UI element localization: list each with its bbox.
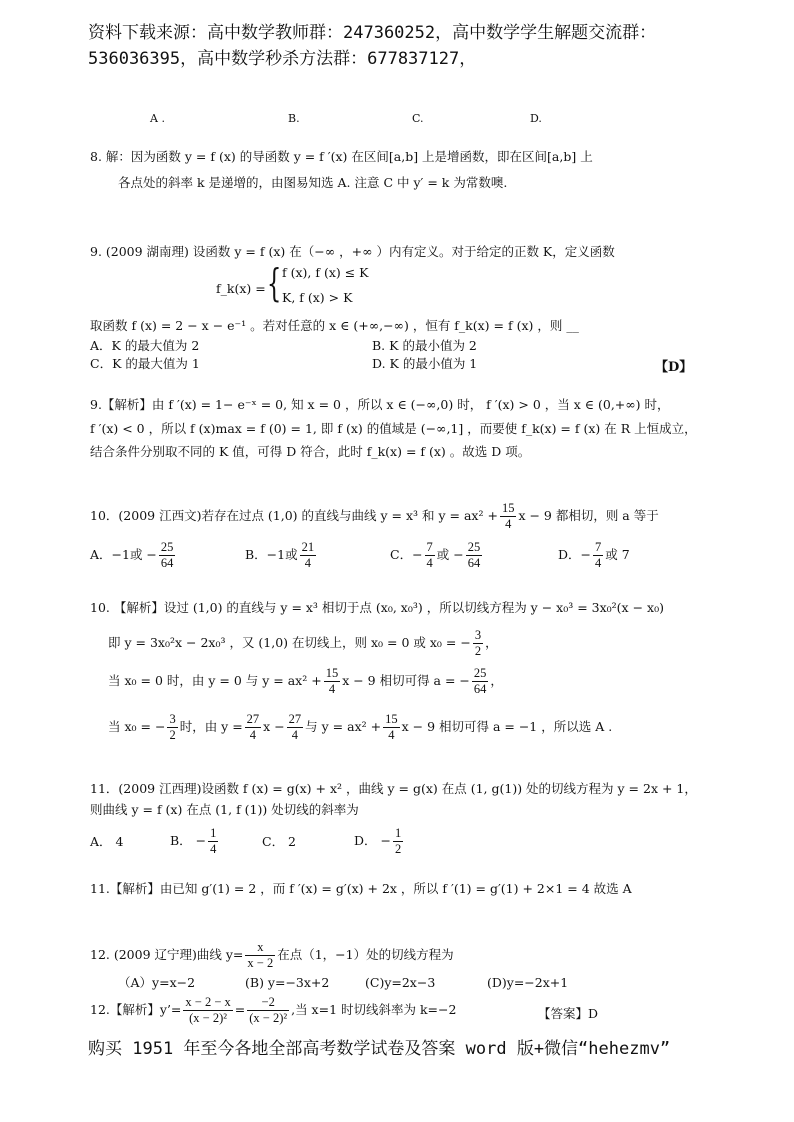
q10-solution-3-num-1: 15 bbox=[325, 666, 339, 680]
q11-option-b-prefix: B． − bbox=[170, 833, 207, 848]
q10-option-a bbox=[90, 540, 177, 571]
q11-option-b bbox=[170, 826, 220, 857]
q11-option-d-den: 2 bbox=[394, 842, 402, 856]
q10-stem-frac-den: 4 bbox=[505, 517, 512, 531]
q10-option-a-fraction bbox=[159, 540, 176, 571]
q10-solution-4-num-2: 27 bbox=[246, 712, 260, 726]
q12-stem-fraction bbox=[245, 940, 275, 971]
q10-solution-2-b: ， bbox=[485, 635, 498, 650]
q9-option-a: A．K 的最大值为 2 bbox=[90, 338, 200, 353]
q10-solution-4-b: 时，由 y = bbox=[179, 719, 243, 734]
q7-option-a: A . bbox=[150, 112, 165, 125]
q10-solution-4-den-4: 4 bbox=[388, 728, 395, 742]
q8-line-1: 8. 解：因为函数 y = f (x) 的导函数 y = f ′(x) 在区间[a,b] 上是增函数，即在区间[a,b] 上 bbox=[90, 149, 593, 164]
q11-option-b-fraction bbox=[208, 826, 218, 857]
q9-solution-1: 9.【解析】由 f ′(x) = 1− e⁻ˣ = 0, 知 x = 0 ，所以 x ∈ (−∞,0) 时， f ′(x) > 0 ，当 x ∈ (0,+∞) 时， bbox=[90, 397, 670, 412]
q12-solution-b: ,当 x=1 时切线斜率为 k=−2 bbox=[291, 1002, 457, 1017]
footer-text: 购买 1951 年至今各地全部高考数学试卷及答案 word 版+微信“hehezmv” bbox=[88, 1039, 671, 1059]
q10-option-c-num-1: 7 bbox=[426, 540, 433, 554]
q11-option-d-prefix: D． − bbox=[354, 833, 391, 848]
q10-option-c-fraction-1 bbox=[425, 540, 435, 571]
q10-solution-4-a: 当 x₀ = − bbox=[108, 719, 166, 734]
q10-solution-3-fraction-2 bbox=[472, 666, 489, 697]
q10-option-b-num: 21 bbox=[301, 540, 315, 554]
q10-solution-4-num-4: 15 bbox=[385, 712, 398, 726]
q10-solution-4-fraction-3 bbox=[287, 712, 304, 743]
q10-solution-3-c: ， bbox=[490, 673, 503, 688]
q9-solution-2: f ′(x) < 0 ，所以 f (x)max = f (0) = 1, 即 f (x) 的值域是 (−∞,1] ，而要使 f_k(x) = f (x) 在 R 上恒成立， bbox=[90, 421, 697, 436]
q10-option-d-den: 4 bbox=[595, 556, 602, 570]
q10-option-d-num: 7 bbox=[595, 540, 602, 554]
q10-option-c bbox=[390, 540, 484, 571]
q10-solution-4-den-3: 4 bbox=[291, 728, 299, 742]
q10-solution-3-b: x − 9 相切可得 a = − bbox=[342, 673, 470, 688]
q10-solution-2-num: 3 bbox=[474, 628, 482, 642]
q11-option-b-den: 4 bbox=[210, 842, 217, 856]
header-line-2: 536036395，高中数学秒杀方法群：677837127， bbox=[88, 49, 477, 69]
q10-option-d-fraction bbox=[593, 540, 603, 571]
q11-stem-2: 则曲线 y = f (x) 在点 (1, f (1)) 处切线的斜率为 bbox=[90, 802, 359, 817]
q9-answer: 【D】 bbox=[655, 360, 693, 375]
q11-option-d-num: 1 bbox=[394, 826, 402, 840]
q10-stem bbox=[90, 501, 659, 532]
q9-fk-label: f_k(x) = bbox=[216, 281, 266, 296]
q11-option-b-num: 1 bbox=[210, 826, 217, 840]
q12-solution-fraction-1 bbox=[183, 995, 232, 1026]
q10-solution-4-fraction-4 bbox=[383, 712, 400, 743]
q7-option-b: B. bbox=[288, 112, 300, 125]
q10-stem-b: x − 9 都相切，则 a 等于 bbox=[518, 508, 659, 523]
q7-option-d: D. bbox=[530, 112, 542, 125]
q12-option-d: (D)y=−2x+1 bbox=[487, 975, 569, 990]
q10-solution-4-den-2: 4 bbox=[249, 728, 257, 742]
q10-option-d-suffix: 或 7 bbox=[605, 547, 630, 562]
q12-solution-den-2: (x − 2)² bbox=[249, 1011, 288, 1025]
q10-option-b bbox=[245, 540, 318, 571]
q11-stem-1: 11．(2009 江西理)设函数 f (x) = g(x) + x² ，曲线 y = g(x) 在点 (1, g(1)) 处的切线方程为 y = 2x + 1， bbox=[90, 781, 697, 796]
q10-option-a-num: 25 bbox=[160, 540, 174, 554]
q8-line-2: 各点处的斜率 k 是递增的，由图易知选 A. 注意 C 中 y′ = k 为常数噢. bbox=[118, 175, 508, 190]
q12-solution-fraction-2 bbox=[247, 995, 289, 1026]
q10-solution-4-f: x − 9 相切可得 a = −1 ，所以选 A . bbox=[401, 719, 613, 734]
q10-option-c-prefix: C．− bbox=[390, 547, 423, 562]
q9-stem-2: 取函数 f (x) = 2 − x − e⁻¹ 。若对任意的 x ∈ (+∞,−∞) ，恒有 f_k(x) = f (x) ，则 __ bbox=[90, 318, 579, 333]
q10-solution-2-a: 即 y = 3x₀²x − 2x₀³ ，又 (1,0) 在切线上，则 x₀ = 0 或 x₀ = − bbox=[108, 635, 471, 650]
q12-stem-b: 在点（1，−1）处的切线方程为 bbox=[277, 947, 454, 962]
q10-option-b-prefix: B．−1或 bbox=[245, 547, 298, 562]
q11-solution: 11.【解析】由已知 g′(1) = 2 ，而 f ′(x) = g′(x) + 2x ，所以 f ′(1) = g′(1) + 2×1 = 4 故选 A bbox=[90, 881, 632, 896]
q10-solution-4-fraction-1 bbox=[167, 712, 177, 743]
q10-option-a-den: 64 bbox=[160, 556, 174, 570]
q10-solution-3-den-2: 64 bbox=[473, 682, 487, 696]
q7-option-c: C. bbox=[412, 112, 424, 125]
q10-solution-4-e: 与 y = ax² + bbox=[305, 719, 382, 734]
q12-solution bbox=[90, 995, 456, 1026]
q12-answer: 【答案】D bbox=[538, 1006, 599, 1021]
q12-solution-num-2: −2 bbox=[247, 995, 289, 1011]
q10-solution-3-fraction-1 bbox=[324, 666, 341, 697]
q9-brace: { bbox=[266, 261, 282, 305]
q10-solution-4-fraction-2 bbox=[245, 712, 262, 743]
q12-stem-num: x bbox=[245, 940, 275, 956]
q10-option-c-mid: 或 − bbox=[436, 547, 464, 562]
q9-option-b: B. K 的最小值为 2 bbox=[372, 338, 477, 353]
q9-case-2: K, f (x) > K bbox=[282, 290, 353, 305]
q10-option-d-prefix: D．− bbox=[558, 547, 591, 562]
q12-stem-den: x − 2 bbox=[247, 956, 274, 970]
q12-option-b: (B) y=−3x+2 bbox=[245, 975, 330, 990]
q12-solution-a: 12.【解析】y’= bbox=[90, 1002, 182, 1017]
q10-solution-4-den-1: 2 bbox=[169, 728, 176, 742]
q9-case-1: f (x), f (x) ≤ K bbox=[282, 265, 369, 280]
q10-solution-4-num-1: 3 bbox=[169, 712, 176, 726]
q9-stem-1: 9. (2009 湖南理) 设函数 y = f (x) 在（−∞ ，+∞ ）内有定义。对于给定的正数 K，定义函数 bbox=[90, 244, 615, 259]
q12-stem-a: 12. (2009 辽宁理)曲线 y= bbox=[90, 947, 244, 962]
q10-option-d bbox=[558, 540, 630, 571]
q10-stem-fraction bbox=[500, 501, 517, 532]
q11-option-d-fraction bbox=[393, 826, 403, 857]
q10-solution-4-c: x − bbox=[263, 719, 285, 734]
q10-option-c-fraction-2 bbox=[466, 540, 483, 571]
q10-solution-2-den: 2 bbox=[474, 644, 482, 658]
q10-option-a-prefix: A．−1或 − bbox=[90, 547, 157, 562]
q10-solution-1: 10. 【解析】设过 (1,0) 的直线与 y = x³ 相切于点 (x₀, x₀³) ，所以切线方程为 y − x₀³ = 3x₀²(x − x₀) bbox=[90, 600, 664, 615]
q10-solution-2 bbox=[108, 628, 498, 659]
q10-stem-a: 10．(2009 江西文)若存在过点 (1,0) 的直线与曲线 y = x³ 和 y = ax² + bbox=[90, 508, 498, 523]
q10-option-b-den: 4 bbox=[304, 556, 311, 570]
q9-option-d: D. K 的最小值为 1 bbox=[372, 356, 478, 371]
q10-solution-3-a: 当 x₀ = 0 时，由 y = 0 与 y = ax² + bbox=[108, 673, 322, 688]
q10-solution-4 bbox=[108, 712, 612, 743]
q10-stem-frac-num: 15 bbox=[501, 501, 515, 515]
q9-option-c: C．K 的最大值为 1 bbox=[90, 356, 200, 371]
q10-option-c-den-1: 4 bbox=[426, 556, 433, 570]
q11-option-a: A． 4 bbox=[90, 834, 124, 849]
q11-option-d bbox=[354, 826, 405, 857]
q9-solution-3: 结合条件分别取不同的 K 值，可得 D 符合，此时 f_k(x) = f (x) 。故选 D 项。 bbox=[90, 444, 531, 459]
q11-option-c: C． 2 bbox=[262, 834, 296, 849]
q12-option-a: （A）y=x−2 bbox=[118, 975, 196, 990]
q12-option-c: (C)y=2x−3 bbox=[365, 975, 436, 990]
q12-solution-den-1: (x − 2)² bbox=[189, 1011, 227, 1025]
q10-solution-4-num-3: 27 bbox=[288, 712, 302, 726]
q10-option-c-num-2: 25 bbox=[467, 540, 481, 554]
q12-stem bbox=[90, 940, 454, 971]
q12-solution-eq: = bbox=[234, 1002, 246, 1017]
q10-solution-2-fraction bbox=[473, 628, 483, 659]
q10-option-b-fraction bbox=[300, 540, 317, 571]
q10-solution-3-den-1: 4 bbox=[328, 682, 336, 696]
q10-option-c-den-2: 64 bbox=[467, 556, 481, 570]
q10-solution-3 bbox=[108, 666, 503, 697]
q10-solution-3-num-2: 25 bbox=[473, 666, 487, 680]
q12-solution-num-1: x − 2 − x bbox=[185, 995, 231, 1009]
header-line-1: 资料下载来源：高中数学教师群：247360252，高中数学学生解题交流群： bbox=[88, 23, 657, 43]
